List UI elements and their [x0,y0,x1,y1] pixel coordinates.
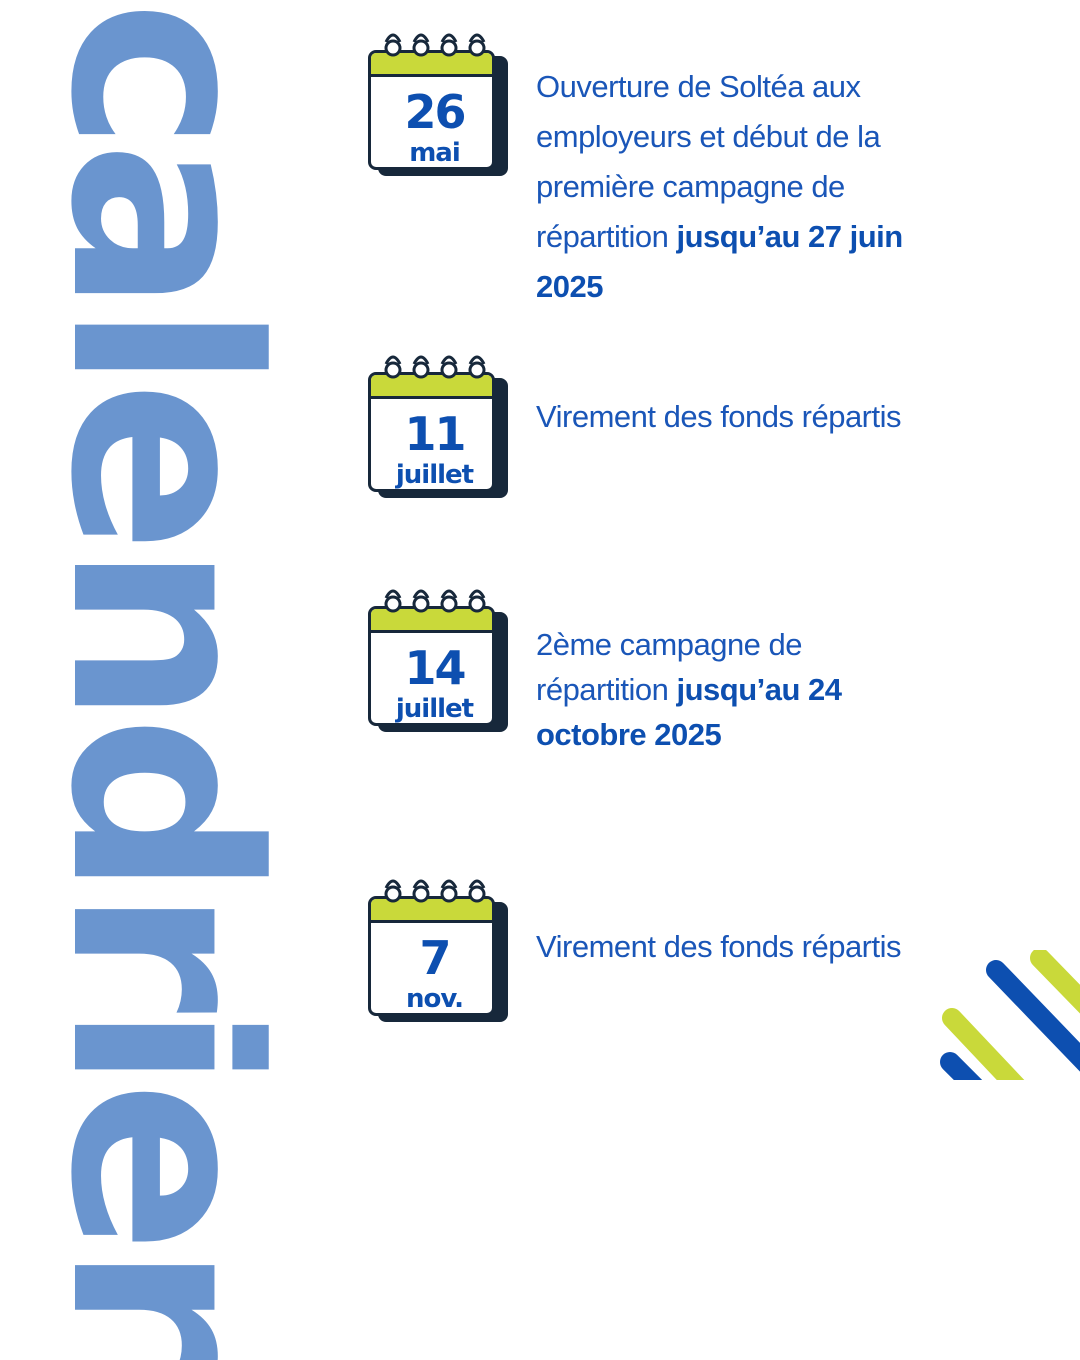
side-title [14,0,311,1360]
event-description: Ouverture de Soltéa aux employeurs et début de la première campagne de répartition jusqu’au 27 juin 2025 [536,69,903,304]
event-description: 2ème campagne de répartition jusqu’au 24 octobre 2025 [536,627,842,752]
event-month: juillet [395,460,474,490]
event-day: 7 [419,931,450,985]
event-day: 14 [404,641,465,695]
calendar-icon [368,362,498,490]
calendar-icon [368,40,498,168]
event-month: juillet [395,694,474,724]
event-day: 11 [404,407,465,461]
calendar-icon [368,596,498,724]
event-day: 26 [404,85,465,139]
calendar-icon [368,886,498,1014]
event-description: Virement des fonds répartis [536,399,902,434]
event-month: mai [409,138,460,168]
event-month: nov. [405,984,464,1014]
event-description: Virement des fonds répartis [536,929,902,964]
side-title-text: calendrier [14,0,311,1360]
diagonal-stripes-decoration [940,950,1080,1080]
